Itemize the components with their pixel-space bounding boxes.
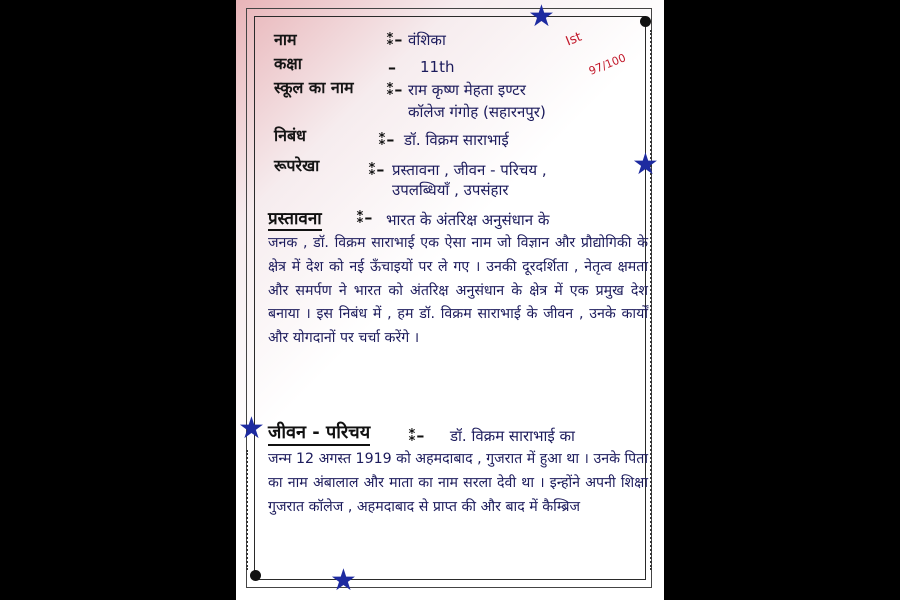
section-heading-biography: जीवन - परिचय [268, 420, 370, 446]
section-biography-first-line: डॉ. विक्रम साराभाई का [450, 427, 575, 445]
field-value-school-line1: राम कृष्ण मेहता इण्टर [408, 81, 526, 99]
dot-icon [640, 16, 651, 27]
field-value-essay: डॉ. विक्रम साराभाई [404, 131, 509, 149]
field-label-essay: निबंध [274, 126, 307, 145]
section-biography-body: जन्म 12 अगस्त 1919 को अहमदाबाद , गुजरात में हुआ था । उनके पिता का नाम अंबालाल और माता का नाम सरला देवी था । इन्होंने अपनी शिक्षा गुजरात कॉलेज , अहमदाबाद से प्राप्त की और बाद में कैम्ब्रिज [268, 451, 648, 515]
bullet-icon: ⁑– [356, 208, 373, 227]
bullet-icon: ⁑– [378, 130, 395, 149]
margin-rank: Ist [563, 29, 584, 50]
star-icon: ★ [330, 563, 357, 598]
right-dotted-line [650, 30, 652, 570]
notebook-page [236, 0, 664, 600]
star-icon: ★ [632, 147, 659, 182]
section-intro-first-line: भारत के अंतरिक्ष अनुसंधान के [386, 211, 550, 229]
section-intro-body: जनक , डॉ. विक्रम साराभाई एक ऐसा नाम जो विज्ञान और प्रौद्योगिकी के क्षेत्र में देश को नई ऊँचाइयों पर ले गए । उनकी दूरदर्शिता , नेतृत्व क्षमता और समर्पण ने भारत को अंतरिक्ष अनुसंधान के क्षेत्र में एक प्रमुख देश बनाया । इस निबंध में , हम डॉ. विक्रम साराभाई के जीवन , उनके कार्यों और योगदानों पर चर्चा करेंगे । [268, 235, 648, 347]
field-value-outline-line1: प्रस्तावना , जीवन - परिचय , [392, 161, 547, 179]
field-label-outline: रूपरेखा [274, 156, 320, 175]
bullet-icon: ⁑– [386, 80, 403, 99]
star-icon: ★ [528, 0, 555, 34]
bullet-icon: ⁑– [408, 426, 425, 445]
field-label-school: स्कूल का नाम [274, 78, 354, 97]
section-heading-intro: प्रस्तावना [268, 206, 322, 231]
bullet-icon: ⁑– [386, 30, 403, 49]
left-dotted-line [246, 450, 248, 570]
star-icon: ★ [238, 411, 265, 446]
field-value-outline-line2: उपलब्धियाँ , उपसंहार [392, 181, 509, 199]
field-value-class: 11th [420, 58, 455, 76]
bullet-icon: ⁑– [368, 160, 385, 179]
dot-icon [250, 570, 261, 581]
field-value-school-line2: कॉलेज गंगोह (सहारनपुर) [408, 103, 546, 121]
margin-score: 97/100 [586, 51, 628, 78]
bullet-icon: – [388, 58, 396, 77]
field-label-class: कक्षा [274, 54, 302, 73]
field-value-name: वंशिका [408, 31, 446, 49]
field-label-name: नाम [274, 30, 297, 49]
